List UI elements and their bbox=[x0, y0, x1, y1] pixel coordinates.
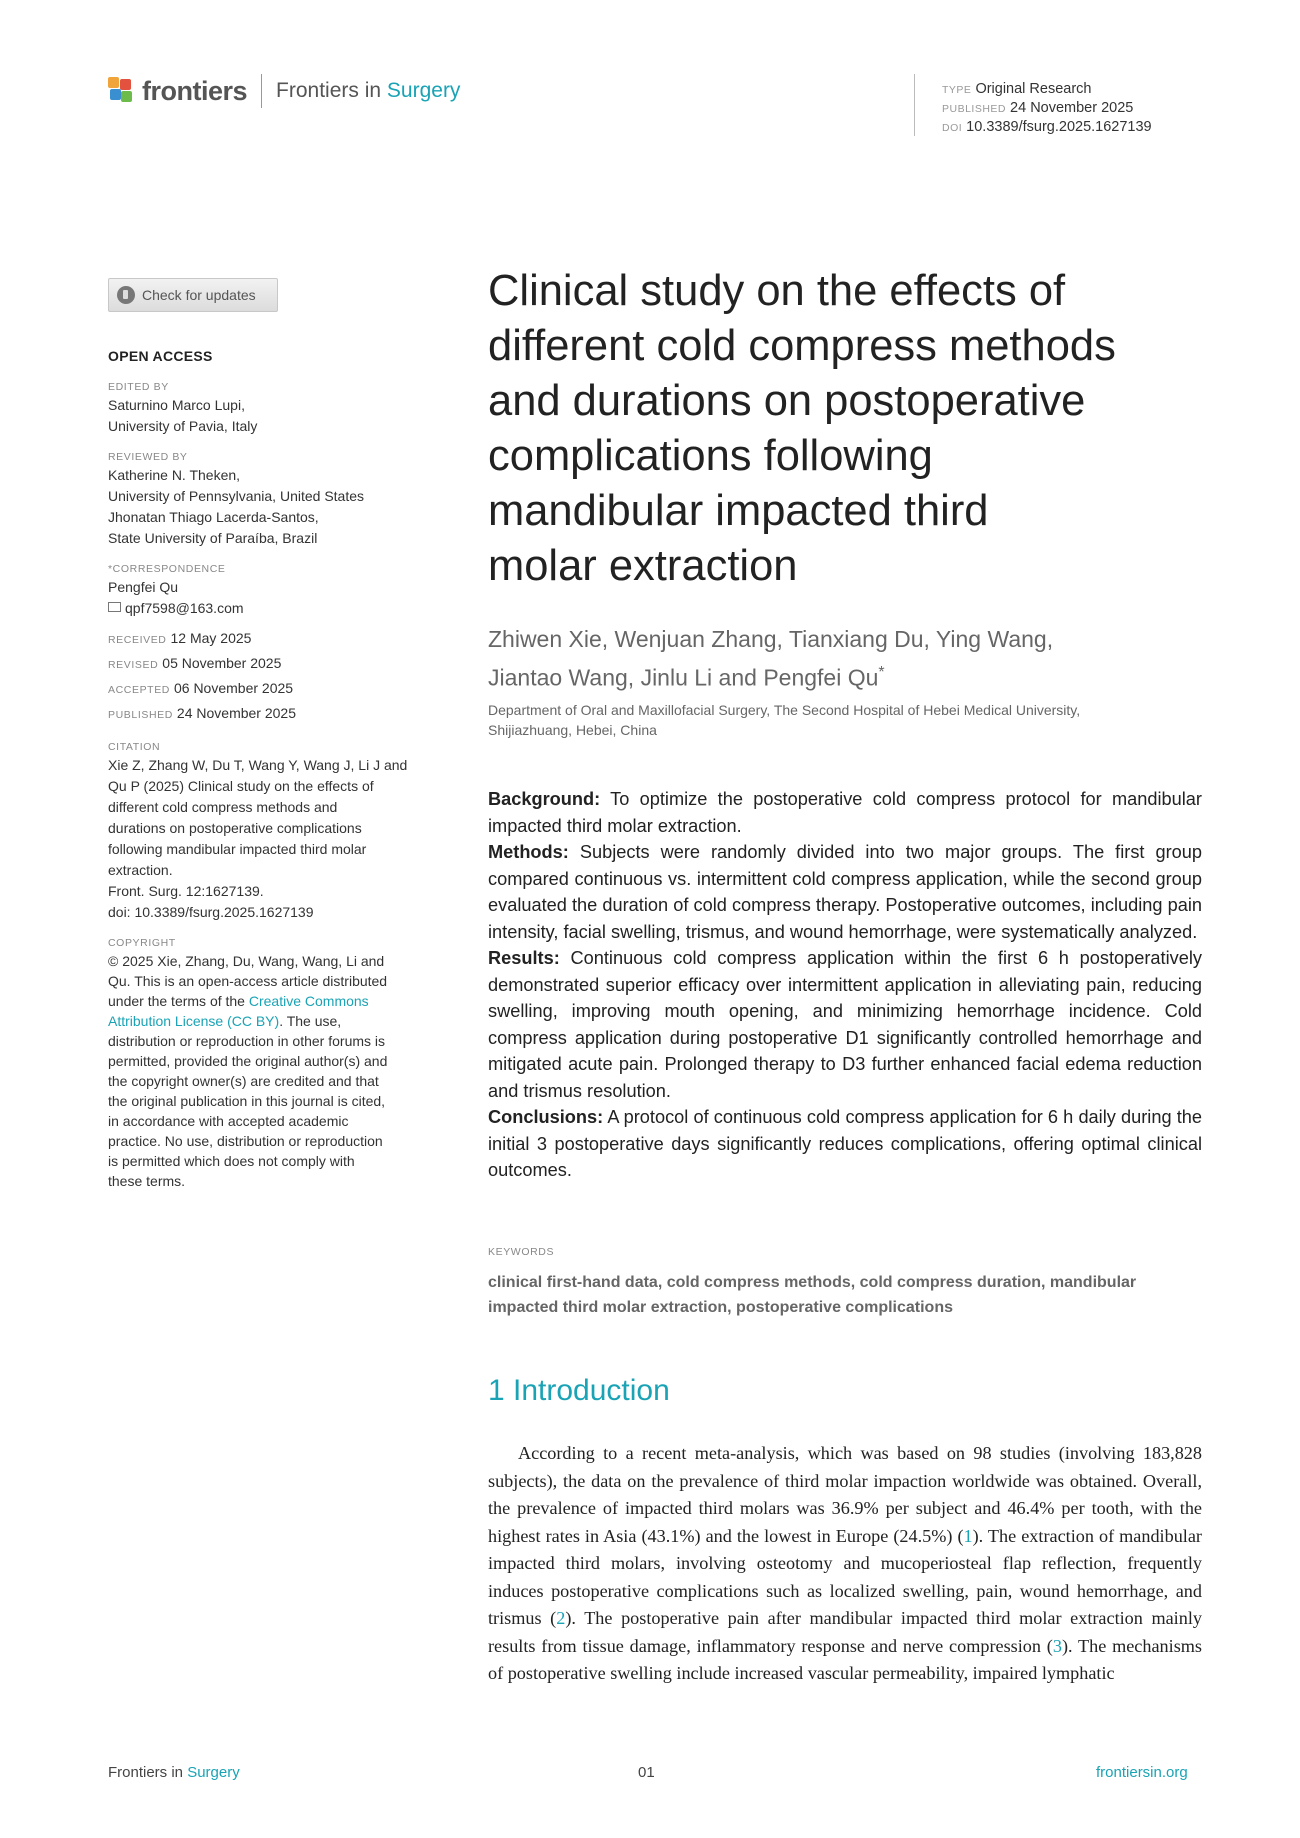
affiliation-line: Department of Oral and Maxillofacial Surgery, The Second Hospital of Hebei Medical University, bbox=[488, 702, 1081, 718]
copyright-line: distribution or reproduction in other forums is bbox=[108, 1033, 386, 1049]
title-line: mandibular impacted third bbox=[488, 487, 989, 535]
site-link-text: frontiersin.org bbox=[1096, 1764, 1188, 1781]
title-line: molar extraction bbox=[488, 542, 798, 590]
keywords: clinical first-hand data, cold compress methods, cold compress duration, mandibular impacted third molar extraction, postoperative complications bbox=[488, 1274, 1137, 1316]
check-for-updates-button[interactable] bbox=[108, 278, 278, 312]
reviewed-by-label: REVIEWED BY bbox=[108, 451, 188, 463]
affiliation-line: Shijiazhuang, Hebei, China bbox=[488, 722, 657, 738]
citation-doi: doi: 10.3389/fsurg.2025.1627139 bbox=[108, 904, 314, 920]
copyright-line: © 2025 Xie, Zhang, Du, Wang, Wang, Li and bbox=[108, 953, 385, 969]
reviewer-name: Katherine N. Theken, bbox=[108, 467, 241, 483]
logo-divider bbox=[261, 74, 262, 108]
body-text: ). The mechanisms of postoperative swelling include increased vascular permeability, impaired lymphatic bbox=[488, 1635, 1202, 1683]
author-list bbox=[488, 622, 1208, 695]
abstract bbox=[488, 786, 1202, 1184]
abstract-background bbox=[488, 786, 1202, 839]
meta-divider bbox=[914, 74, 915, 136]
edited-by-label: EDITED BY bbox=[108, 381, 169, 393]
citation-line: different cold compress methods and bbox=[108, 799, 338, 815]
copyright-line: Qu. This is an open-access article distributed bbox=[108, 973, 388, 989]
section-heading-introduction: 1 Introduction bbox=[488, 1374, 670, 1407]
journal-prefix: Frontiers in bbox=[276, 79, 382, 102]
citation-line: Front. Surg. 12:1627139. bbox=[108, 883, 264, 899]
copyright-line: permitted, provided the original author(s) and bbox=[108, 1053, 388, 1069]
title-line: complications following bbox=[488, 432, 933, 480]
type-label: TYPE bbox=[942, 84, 972, 96]
date-label: ACCEPTED bbox=[108, 684, 170, 696]
date-value: 06 November 2025 bbox=[173, 680, 294, 696]
correspondence-email-link[interactable]: qpf7598@163.com bbox=[125, 600, 244, 616]
affiliation bbox=[488, 700, 1208, 740]
abstract-heading: Conclusions: bbox=[488, 1107, 604, 1127]
reviewer-name: Jhonatan Thiago Lacerda-Santos, bbox=[108, 509, 319, 525]
title-line: different cold compress methods bbox=[488, 322, 1116, 370]
doi-label: DOI bbox=[942, 122, 963, 134]
frontiers-logo[interactable] bbox=[108, 76, 460, 106]
date-value: 24 November 2025 bbox=[176, 705, 296, 721]
copyright-line: these terms. bbox=[108, 1173, 186, 1189]
copyright-line: the original publication in this journal is cited, bbox=[108, 1093, 386, 1109]
authors-line: Zhiwen Xie, Wenjuan Zhang, Tianxiang Du, Ying Wang, bbox=[488, 626, 1054, 652]
date-label: REVISED bbox=[108, 659, 159, 671]
copyright-line: practice. No use, distribution or reproduction bbox=[108, 1133, 383, 1149]
citation-text bbox=[108, 755, 438, 923]
check-for-updates-label: Check for updates bbox=[142, 287, 256, 303]
copyright-line: is permitted which does not comply with bbox=[108, 1153, 355, 1169]
frontiers-logo-icon bbox=[108, 77, 134, 105]
editor-affiliation: University of Pavia, Italy bbox=[108, 418, 258, 434]
bookmark-icon bbox=[117, 286, 135, 304]
title-line: Clinical study on the effects of bbox=[488, 267, 1066, 315]
reference-link[interactable]: 3 bbox=[1052, 1635, 1062, 1656]
license-link[interactable]: Creative Commons bbox=[248, 993, 369, 1009]
citation-label: CITATION bbox=[108, 741, 161, 753]
body-text: ). The postoperative pain after mandibular impacted third molar extraction mainly results from tissue damage, inflammatory response and nerve compression ( bbox=[488, 1608, 1202, 1656]
published-value: 24 November 2025 bbox=[1010, 100, 1134, 116]
article-sidebar bbox=[108, 346, 438, 1191]
reference-link[interactable]: 2 bbox=[556, 1608, 566, 1628]
article-title bbox=[488, 264, 1208, 594]
article-dates bbox=[108, 627, 438, 727]
correspondence-name: Pengfei Qu bbox=[108, 579, 179, 595]
date-label: RECEIVED bbox=[108, 634, 167, 646]
published-label: PUBLISHED bbox=[942, 103, 1007, 115]
abstract-heading: Results: bbox=[488, 948, 560, 968]
abstract-text: Continuous cold compress application within the first 6 h postoperatively demonstrated superior efficacy over intermittent application in alleviating pain, reducing swelling, improving mouth opening, and minimizing hemorrhage incidence. Cold compress application during postoperative D1 significantly controlled hemorrhage and mitigated acute pain. Prolonged therapy to D3 further enhanced facial edema reduction and trismus resolution. bbox=[488, 948, 1202, 1101]
copyright-line: under the terms of the bbox=[108, 993, 249, 1009]
citation-line: following mandibular impacted third molar bbox=[108, 841, 367, 857]
date-value: 05 November 2025 bbox=[162, 655, 282, 671]
copyright-line: . The use, bbox=[279, 1013, 342, 1029]
citation-line: durations on postoperative complications bbox=[108, 820, 362, 836]
date-label: PUBLISHED bbox=[108, 709, 173, 721]
reference-link[interactable]: 1 bbox=[963, 1525, 973, 1546]
citation-line: extraction. bbox=[108, 862, 173, 878]
footer-journal-name: Surgery bbox=[187, 1764, 240, 1781]
copyright-label: COPYRIGHT bbox=[108, 937, 176, 949]
journal-title: Surgery bbox=[386, 79, 461, 102]
citation-line: Xie Z, Zhang W, Du T, Wang Y, Wang J, Li J and bbox=[108, 757, 408, 773]
brand-name: frontiers bbox=[142, 75, 248, 106]
copyright-line: the copyright owner(s) are credited and that bbox=[108, 1073, 379, 1089]
abstract-text: Subjects were randomly divided into two major groups. The first group compared continuous vs. intermittent cold compress application, while the second group evaluated the duration of cold compress therapy. Postoperative outcomes, including pain intensity, facial swelling, trismus, and wound hemorrhage, were systematically analyzed. bbox=[488, 842, 1202, 942]
footer-journal bbox=[108, 1764, 240, 1781]
abstract-results bbox=[488, 945, 1202, 1104]
abstract-heading: Methods: bbox=[488, 842, 569, 862]
copyright-text bbox=[108, 951, 438, 1191]
abstract-text: To optimize the postoperative cold compress protocol for mandibular impacted third molar extraction. bbox=[488, 789, 1202, 836]
footer-site-link[interactable] bbox=[1096, 1764, 1188, 1781]
abstract-methods bbox=[488, 839, 1202, 945]
abstract-heading: Background: bbox=[488, 789, 601, 809]
type-value: Original Research bbox=[975, 81, 1092, 97]
editor-name: Saturnino Marco Lupi, bbox=[108, 397, 245, 413]
article-meta bbox=[942, 80, 1152, 137]
license-link[interactable]: Attribution License (CC BY) bbox=[108, 1013, 280, 1029]
keywords-label: KEYWORDS bbox=[488, 1246, 555, 1258]
citation-line: Qu P (2025) Clinical study on the effects of bbox=[108, 778, 374, 794]
title-line: and durations on postoperative bbox=[488, 377, 1086, 425]
open-access-label: OPEN ACCESS bbox=[108, 348, 213, 364]
doi-link[interactable]: 10.3389/fsurg.2025.1627139 bbox=[966, 119, 1152, 135]
journal-name bbox=[276, 79, 460, 103]
body-text: ). The extraction of mandibular impacted third molars, involving osteotomy and mucoperiosteal flap reflection, frequently induces postoperative complications such as localized swelling, pain, wound hemorrhage, and trismus ( bbox=[488, 1525, 1202, 1628]
body-text: According to a recent meta-analysis, which was based on 98 studies (involving 183,828 subjects), the data on the prevalence of third molar impaction worldwide was obtained. Overall, the prevalence of impacted third molars was 36.9% per subject and 46.4% per tooth, with the highest rates in Asia (43.1%) and the lowest in Europe (24.5%) ( bbox=[488, 1443, 1202, 1546]
authors-line: Jiantao Wang, Jinlu Li and Pengfei Qu bbox=[488, 664, 879, 691]
date-value: 12 May 2025 bbox=[170, 630, 252, 646]
abstract-text: A protocol of continuous cold compress application for 6 h daily during the initial 3 postoperative days significantly reduces complications, offering optimal clinical outcomes. bbox=[488, 1107, 1202, 1180]
mail-icon bbox=[108, 602, 121, 612]
page-number: 01 bbox=[638, 1764, 655, 1781]
reviewer-affiliation: State University of Paraíba, Brazil bbox=[108, 530, 318, 546]
introduction-paragraph bbox=[488, 1440, 1202, 1688]
correspondence-label: *CORRESPONDENCE bbox=[108, 563, 226, 575]
abstract-conclusions bbox=[488, 1104, 1202, 1184]
corresponding-author-mark: * bbox=[878, 664, 885, 681]
reviewer-affiliation: University of Pennsylvania, United States bbox=[108, 488, 365, 504]
copyright-line: in accordance with accepted academic bbox=[108, 1113, 349, 1129]
footer-journal-prefix: Frontiers in bbox=[108, 1764, 184, 1781]
